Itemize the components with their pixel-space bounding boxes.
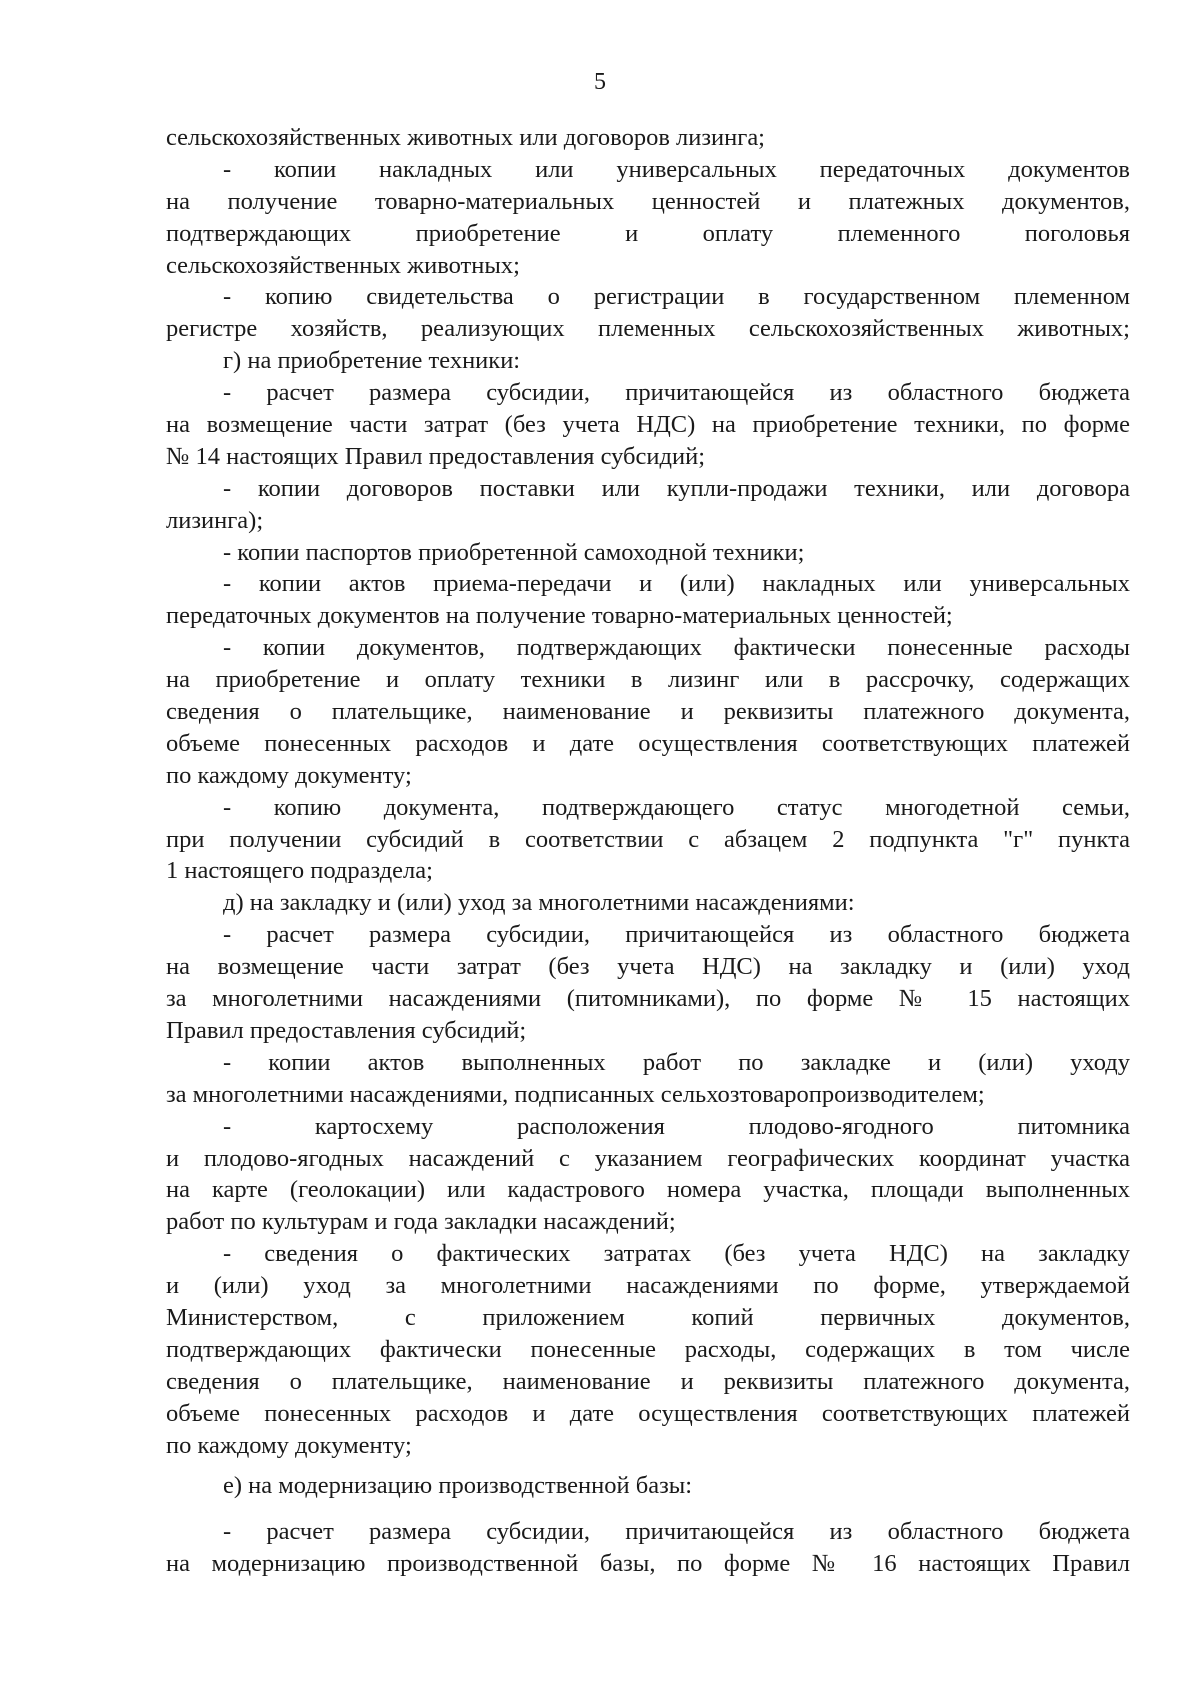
text-line: на приобретение и оплату техники в лизинг или в рассрочку, содержащих [166,666,1130,694]
text-line: - расчет размера субсидии, причитающейся из областного бюджета [223,379,1130,407]
text-line: по каждому документу; [166,761,412,789]
text-line: объеме понесенных расходов и дате осуществления соответствующих платежей [166,729,1130,757]
text-line: д) на закладку и (или) уход за многолетними насаждениями: [223,889,855,917]
text-line: лизинга); [166,506,264,534]
text-line: - копии актов выполненных работ по закладке и (или) уходу [223,1048,1130,1076]
text-line: - расчет размера субсидии, причитающейся из областного бюджета [223,921,1130,949]
text-line: сведения о плательщике, наименование и реквизиты платежного документа, [166,1367,1130,1395]
text-line: 1 настоящего подраздела; [166,857,433,885]
text-line: за многолетними насаждениями, подписанных сельхозтоваропроизводителем; [166,1080,985,1108]
text-line: Правил предоставления субсидий; [166,1016,527,1044]
text-line: по каждому документу; [166,1431,412,1459]
text-line: на возмещение части затрат (без учета НДС) на закладку и (или) уход [166,953,1130,981]
text-line: регистре хозяйств, реализующих племенных сельскохозяйственных животных; [166,315,1130,343]
text-line: - сведения о фактических затратах (без учета НДС) на закладку [223,1240,1130,1268]
text-line: работ по культурам и года закладки насаждений; [166,1208,676,1236]
text-line: сельскохозяйственных животных или договоров лизинга; [166,124,765,151]
document-body [166,122,1130,1580]
text-line: - копии паспортов приобретенной самоходной техники; [223,538,805,566]
text-line: и (или) уход за многолетними насаждениями по форме, утверждаемой [166,1272,1130,1300]
text-line: на карте (геолокации) или кадастрового номера участка, площади выполненных [166,1176,1130,1204]
text-line: на модернизацию производственной базы, по форме № 16 настоящих Правил [166,1550,1130,1578]
text-line: - копии актов приема-передачи и (или) накладных или универсальных [223,570,1130,598]
text-line: передаточных документов на получение товарно-материальных ценностей; [166,602,953,630]
text-line: - картосхему расположения плодово-ягодного питомника [223,1112,1130,1140]
text-line: на получение товарно-материальных ценностей и платежных документов, [166,187,1130,215]
text-line: подтверждающих приобретение и оплату племенного поголовья [166,219,1130,247]
text-line: - копию документа, подтверждающего статус многодетной семьи, [223,793,1130,821]
text-line: - расчет размера субсидии, причитающейся из областного бюджета [223,1518,1130,1546]
text-line: е) на модернизацию производственной базы: [223,1472,693,1500]
text-line: Министерством, с приложением копий первичных документов, [166,1303,1130,1331]
page-number: 5 [594,69,606,95]
text-line: г) на приобретение техники: [223,347,521,375]
text-line: № 14 настоящих Правил предоставления субсидий; [166,442,705,470]
text-line: сельскохозяйственных животных; [166,251,520,279]
text-line: - копии накладных или универсальных передаточных документов [223,155,1130,183]
text-line: на возмещение части затрат (без учета НДС) на приобретение техники, по форме [166,411,1130,439]
text-line: - копии документов, подтверждающих фактически понесенные расходы [223,634,1130,662]
text-line: объеме понесенных расходов и дате осуществления соответствующих платежей [166,1399,1130,1427]
text-line: подтверждающих фактически понесенные расходы, содержащих в том числе [166,1335,1130,1363]
text-line: при получении субсидий в соответствии с абзацем 2 подпункта "г" пункта [166,825,1130,853]
text-line: и плодово-ягодных насаждений с указанием географических координат участка [166,1144,1130,1172]
text-line: - копию свидетельства о регистрации в государственном племенном [223,283,1130,311]
text-line: - копии договоров поставки или купли-продажи техники, или договора [223,474,1130,502]
text-line: за многолетними насаждениями (питомниками), по форме № 15 настоящих [166,985,1130,1013]
text-line: сведения о плательщике, наименование и реквизиты платежного документа, [166,698,1130,726]
